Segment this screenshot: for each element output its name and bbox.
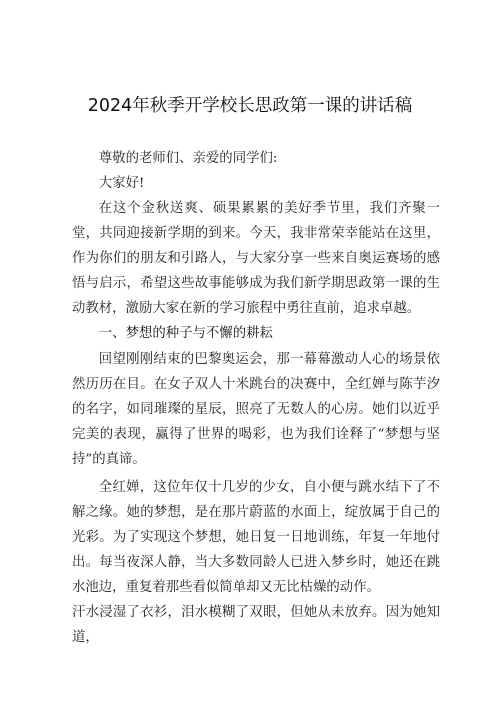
intro-paragraph: 在这个金秋送爽、硕果累累的美好季节里，我们齐聚一堂，共同迎接新学期的到来。今天，我非常荣幸能站在这里，作为你们的朋友和引路人，与大家分享一些来自奥运赛场的感悟与启示，希望这些故事能够成为我们新学期思政第一课的生动教材，激励大家在新的学习旅程中勇往直前，追求卓越。 — [72, 201, 440, 316]
body-paragraph: 汗水浸湿了衣衫，泪水模糊了双眼，但她从未放弃。因为她知道， — [72, 605, 440, 645]
body-paragraph: 全红婵，这位年仅十几岁的少女，自小便与跳水结下了不解之缘。她的梦想，是在那片蔚蓝的水面上，绽放属于自己的光彩。为了实现这个梦想，她日复一日地训练，年复一年地付出。每当夜深人静，当大多数同龄人已进入梦乡时，她还在跳水池边，重复着那些看似简单却又无比枯燥的动作。 — [72, 480, 440, 595]
document-title: 2024年秋季开学校长思政第一课的讲话稿 — [87, 96, 413, 116]
body-paragraph: 回望刚刚结束的巴黎奥运会，那一幕幕激动人心的场景依然历历在目。在女子双人十米跳台的决赛中，全红婵与陈芋汐的名字，如同璀璨的星辰，照亮了无数人的心房。她们以近乎完美的表现，赢得了世界的喝彩，也为我们诠释了“梦想与坚持”的真谛。 — [72, 352, 440, 467]
greeting: 大家好! — [98, 176, 145, 191]
document-body — [72, 146, 440, 650]
salutation: 尊敬的老师们、亲爱的同学们: — [98, 151, 278, 166]
section-heading: 一、梦想的种子与不懈的耕耘 — [98, 326, 273, 341]
